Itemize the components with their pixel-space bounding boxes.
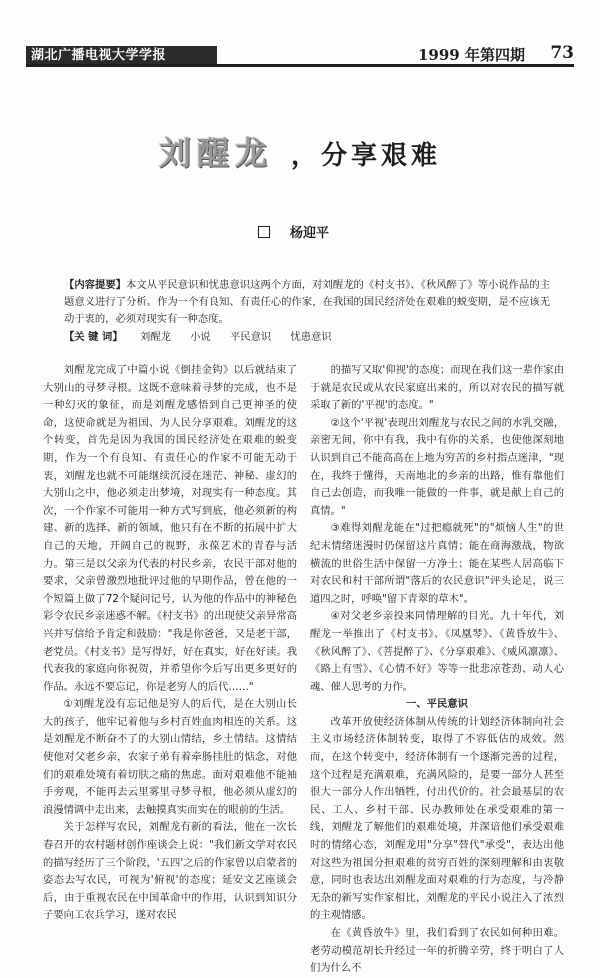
article-title <box>0 128 600 174</box>
keywords-label: 【关 键 词】 <box>64 331 123 343</box>
body-paragraph: 在《黄昏放牛》里，我们看到了农民如何种田难。老劳动模范胡长升经过一年的折腾辛劳，终于明白了人们为什么不 <box>310 927 564 975</box>
keyword-item: 忧患意识 <box>290 331 332 343</box>
body-paragraph: 关于怎样写农民，刘醒龙有新的看法，他在一次长春召开的农村题材创作座谈会上说："我们新文学对农民的描写经历了三个阶段，'五四'之后的作家曾以启蒙者的姿态去写农民，可视为'俯视'的态度；延安文艺座谈会后，由于重视农民在中国革命中的作用，认识到知识分子要向工农兵学习，遂对农民 <box>43 821 297 922</box>
body-paragraph: ②这个'平视'表现出刘醒龙与农民之间的水乳交融，亲密无间，你中有我，我中有你的关系，也使他深刻地认识到自己不能高高在上地为穷苦的乡村指点迷津，"现在，我终于懂得，天南地北的乡亲的出路，惟有靠他们自己去创造，而我唯一能做的一件事，就是献上自己的真情。" <box>310 416 564 517</box>
section-heading: 一、平民意识 <box>406 698 468 711</box>
abstract-label: 【内容提要】 <box>64 279 127 291</box>
header-rule <box>26 64 574 67</box>
issue-label: 1999 年第四期 <box>418 46 525 64</box>
title-name: 刘醒龙 <box>158 134 273 172</box>
author-line <box>258 222 329 241</box>
body-paragraph: ③难得刘醒龙能在"过把瘾就死"的"烦恼人生"的世纪末情绪迷漫时仍保留这片真情；能在商海激战，物欲横流的世俗生活中保留一方净土；能在某些人居高临下对农民和村干部所谓"落后的农民意识"评头论足，说三道四之时，呼唤"留下青翠的草木"。 <box>310 522 564 605</box>
right-column <box>310 362 564 978</box>
body-paragraph: 刘醒龙完成了中篇小说《倒挂金钩》以后就结束了大别山的寻梦寻根。这既不意味着寻梦的完成，也不是一种幻灭的象征，而是刘醒龙感悟到自己更神圣的使命，这使命就是为祖国、为人民分享艰难。刘醒龙的这个转变，首先是因为我国的国民经济处在艰难的蜕变期，作为一个有良知、有责任心的作家不可能无动于衷，刘醒龙也就不可能继续沉浸在迷茫、神秘、虚幻的大别山之中，他必须走出梦境，对现实有一种态度。其次，一个作家不可能用一种方式写到底，他必须新的构建、新的选择、新的领域，他只有在不断的拓展中扩大自己的天地，开阔自己的视野，永葆艺术的青春与活力。第三是以父亲为代表的村民乡亲，农民干部对他的要求，父亲曾激烈地批评过他的早期作品，曾在他的一个短篇上做了72个疑问记号，认为他的作品中的神秘色彩令农民乡亲迷惑不解。《村支书》的出现使父亲异常高兴并写信给予肯定和鼓励："我是你爸爸，又是老干部，老党员。《村支书》是写得好，好在真实，好在好读。我代表我的家庭向你祝贺，并希望你今后写出更多更好的作品。永远不要忘记，你是老穷人的后代……" <box>43 364 297 693</box>
keyword-item: 刘醒龙 <box>139 331 171 343</box>
abstract <box>64 277 550 328</box>
body-paragraph: ④对父老乡亲投来同情理解的目光。九十年代，刘醒龙一举推出了《村支书》、《凤凰琴》、《黄昏放牛》、《秋风醉了》、《菩提醉了》、《分享艰难》、《威风凛凛》、《路上有雪》、《心情不好》等等一批悲凉苍劲、动人心魂、催人思考的力作。 <box>310 610 564 693</box>
title-rest: ，分享艰难 <box>291 141 442 171</box>
keyword-item: 平民意识 <box>229 331 272 343</box>
keywords <box>64 328 348 343</box>
running-header <box>26 44 574 68</box>
body-paragraph: 的描写又取'仰视'的态度；而现在我们这一辈作家由于就是农民或从农民家庭出来的，所以对农民的描写就采取了新的'平视'的态度。" <box>310 364 564 412</box>
page-number: 73 <box>550 43 574 63</box>
journal-name: 湖北广播电视大学学报 <box>26 46 217 65</box>
author-box-icon <box>258 226 270 238</box>
left-column <box>43 362 297 925</box>
body-paragraph: 改革开放使经济体制从传统的计划经济体制向社会主义市场经济体制转变，取得了不容低估的成效。然而，在这个转变中，经济体制有一个逐渐完善的过程，这个过程是充满艰难，充满风险的，是要一部分人甚至很大一部分人作出牺牲，付出代价的。社会最基层的农民、工人、乡村干部、民办教师处在承受艰难的第一线，刘醒龙了解他们的艰难处境，并深谙他们承受艰难时的情绪心态，刘醒龙用"分享"替代"承受"，表达出他对这些为祖国分担艰难的贫穷百姓的深刻理解和由衷敬意，同时也表达出刘醒龙面对艰难的行为态度，与冷静无杂的新写实作家相比，刘醒龙的平民小说注入了浓烈的主观情感。 <box>310 715 564 922</box>
body-paragraph: ①刘醒龙没有忘记他是穷人的后代，是在大别山长大的孩子，他牢记着他与乡村百姓血肉相连的关系。这是刘醒龙不断奋不了的大别山情结，乡土情结。这情结使他对父老乡亲，农家子弟有着牵肠挂肚的惦念，对他们的艰难处境有着切肤之痛的焦虑。面对艰难他不能袖手旁观，不能再去云里雾里寻梦寻根，他必须从虚幻的浪漫情调中走出来，去触摸真实而实在的眼前的生活。 <box>43 698 297 816</box>
author-name: 杨迎平 <box>290 226 330 241</box>
keyword-item: 小说 <box>190 331 211 343</box>
abstract-text: 本文从平民意识和忧患意识这两个方面，对刘醒龙的《村支书》、《秋风醉了》等小说作品的主题意义进行了分析。作为一个有良知、有责任心的作家，在我国的国民经济处在艰难的蜕变期，是不应该无动于衷的，必须对现实有一种态度。 <box>64 279 550 325</box>
